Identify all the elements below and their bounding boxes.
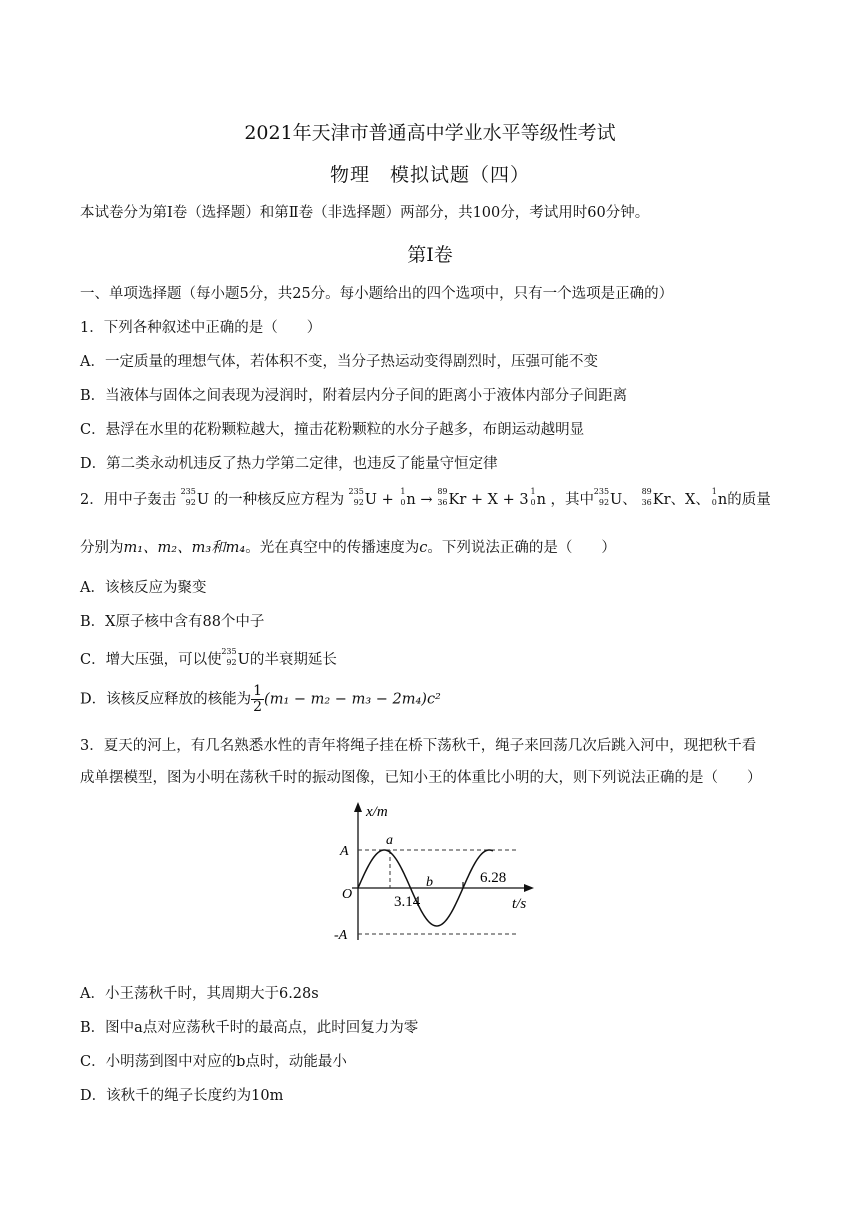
q2-stem-d: 的质量 <box>727 492 771 508</box>
uranium-isotope-4: 235 92 <box>221 647 237 667</box>
neutron-symbol-2: n <box>536 492 546 508</box>
q1-option-d: D．第二类永动机违反了热力学第二定律，也违反了能量守恒定律 <box>80 456 498 472</box>
uranium-isotope-2: 235 92 <box>348 487 364 507</box>
q1-option-b: B．当液体与固体之间表现为浸润时，附着层内分子间的距离小于液体内部分子间距离 <box>80 388 628 404</box>
q2-option-c-text: C．增大压强，可以使 <box>80 652 222 668</box>
q1-stem: 1．下列各种叙述中正确的是（ ） <box>80 320 322 336</box>
neutron-isotope-3: 1 0 <box>711 487 717 507</box>
three-coefficient: 3 <box>519 492 529 508</box>
exam-subtitle: 物理 模拟试题（四） <box>329 164 530 186</box>
q2-option-b: B．X原子核中含有88个中子 <box>80 614 265 630</box>
q3-option-d: D．该秋千的绳子长度约为10m <box>80 1088 284 1104</box>
q3-option-c: C．小明荡到图中对应的b点时，动能最小 <box>80 1054 347 1070</box>
q3-stem-line2: 成单摆模型，图为小明在荡秋千时的振动图像，已知小王的体重比小明的大，则下列说法正确的是（ ） <box>80 770 762 786</box>
krypton-symbol: Kr <box>448 492 467 508</box>
x-symbol-2: X <box>685 492 696 508</box>
q2-option-d <box>80 684 441 715</box>
q3-option-b: B．图中a点对应荡秋千时的最高点，此时回复力为零 <box>80 1020 419 1036</box>
krypton-isotope-2: 89 36 <box>641 487 652 507</box>
krypton-isotope: 89 36 <box>437 487 448 507</box>
q2-option-a: A．该核反应为聚变 <box>80 580 207 596</box>
neutron-symbol-3: n <box>717 492 728 508</box>
label-negative-amplitude: -A <box>334 928 348 943</box>
label-a-amplitude: A <box>340 844 349 859</box>
q2-stem-line1: 2．用中子轰击 235 92 U 的一种核反应方程为 235 92 U + 1 0 n → 89 36 Kr + X + 3 1 0 n ，其中 235 92 U、 89 36 Kr、X、 1 0 n的质量 <box>80 487 771 508</box>
q2-stem-a: 2．用中子轰击 <box>80 492 177 508</box>
uranium-isotope: 235 92 <box>180 487 196 507</box>
neutron-isotope: 1 0 <box>400 487 406 507</box>
half-fraction: $\frac{1}{2}$ <box>253 683 263 715</box>
q2-stem-line2 <box>80 536 616 557</box>
q1-option-a: A．一定质量的理想气体，若体积不变，当分子热运动变得剧烈时，压强可能不变 <box>80 354 598 370</box>
part-heading: 一、单项选择题（每小题5分，共25分。每小题给出的四个选项中，只有一个选项是正确的） <box>80 286 674 302</box>
tick-label-6-28: 6.28 <box>480 870 507 886</box>
uranium-symbol: U <box>196 492 210 508</box>
q2-stem-line2-a: 分别为 <box>80 540 124 556</box>
section-heading: 第Ⅰ卷 <box>407 244 453 266</box>
uranium-isotope-3: 235 92 <box>593 487 610 507</box>
neutron-isotope-2: 1 0 <box>530 487 536 507</box>
q2-stem-line2-b: 。光在真空中的传播速度为 <box>245 540 420 556</box>
q2-stem-c: ，其中 <box>550 492 595 508</box>
y-axis-label: x/m <box>366 804 388 820</box>
light-speed-symbol: c <box>419 540 428 556</box>
uranium-symbol-4: U <box>237 652 250 668</box>
label-point-a: a <box>386 833 393 848</box>
masses-list: m₁、m₂、m₃和m₄ <box>123 540 246 556</box>
oscillation-graph <box>318 800 538 950</box>
exam-title: 2021年天津市普通高中学业水平等级性考试 <box>244 122 616 144</box>
neutron-symbol: n <box>406 492 416 508</box>
exam-intro: 本试卷分为第Ⅰ卷（选择题）和第Ⅱ卷（非选择题）两部分，共100分，考试用时60分钟。 <box>80 205 650 221</box>
x-axis-arrow <box>524 884 534 892</box>
uranium-symbol-3: U <box>610 492 623 508</box>
q3-option-a: A．小王荡秋千时，其周期大于6.28s <box>80 986 319 1002</box>
tick-label-3-14: 3.14 <box>394 894 421 910</box>
q2-option-c-tail: 的半衰期延长 <box>249 652 337 668</box>
label-origin: O <box>342 887 353 902</box>
q2-option-d-text: D．该核反应释放的核能为 <box>80 691 252 708</box>
q1-option-c: C．悬浮在水里的花粉颗粒越大，撞击花粉颗粒的水分子越多，布朗运动越明显 <box>80 422 585 438</box>
uranium-symbol-2: U <box>364 492 378 508</box>
x-axis-label: t/s <box>512 896 527 912</box>
q2-option-c <box>80 648 337 669</box>
y-axis-arrow <box>354 802 362 812</box>
krypton-symbol-2: Kr <box>652 492 671 508</box>
q2-stem-b: 的一种核反应方程为 <box>213 492 345 508</box>
binding-energy-expression: (m₁ − m₂ − m₃ − 2m₄)c² <box>264 691 441 708</box>
x-symbol: X <box>487 492 498 508</box>
q2-stem-line2-c: 。下列说法正确的是（ ） <box>427 540 616 556</box>
label-point-b: b <box>426 875 433 890</box>
q3-stem-line1: 3．夏天的河上，有几名熟悉水性的青年将绳子挂在桥下荡秋千，绳子来回荡几次后跳入河中，现把秋千看 <box>80 738 757 754</box>
